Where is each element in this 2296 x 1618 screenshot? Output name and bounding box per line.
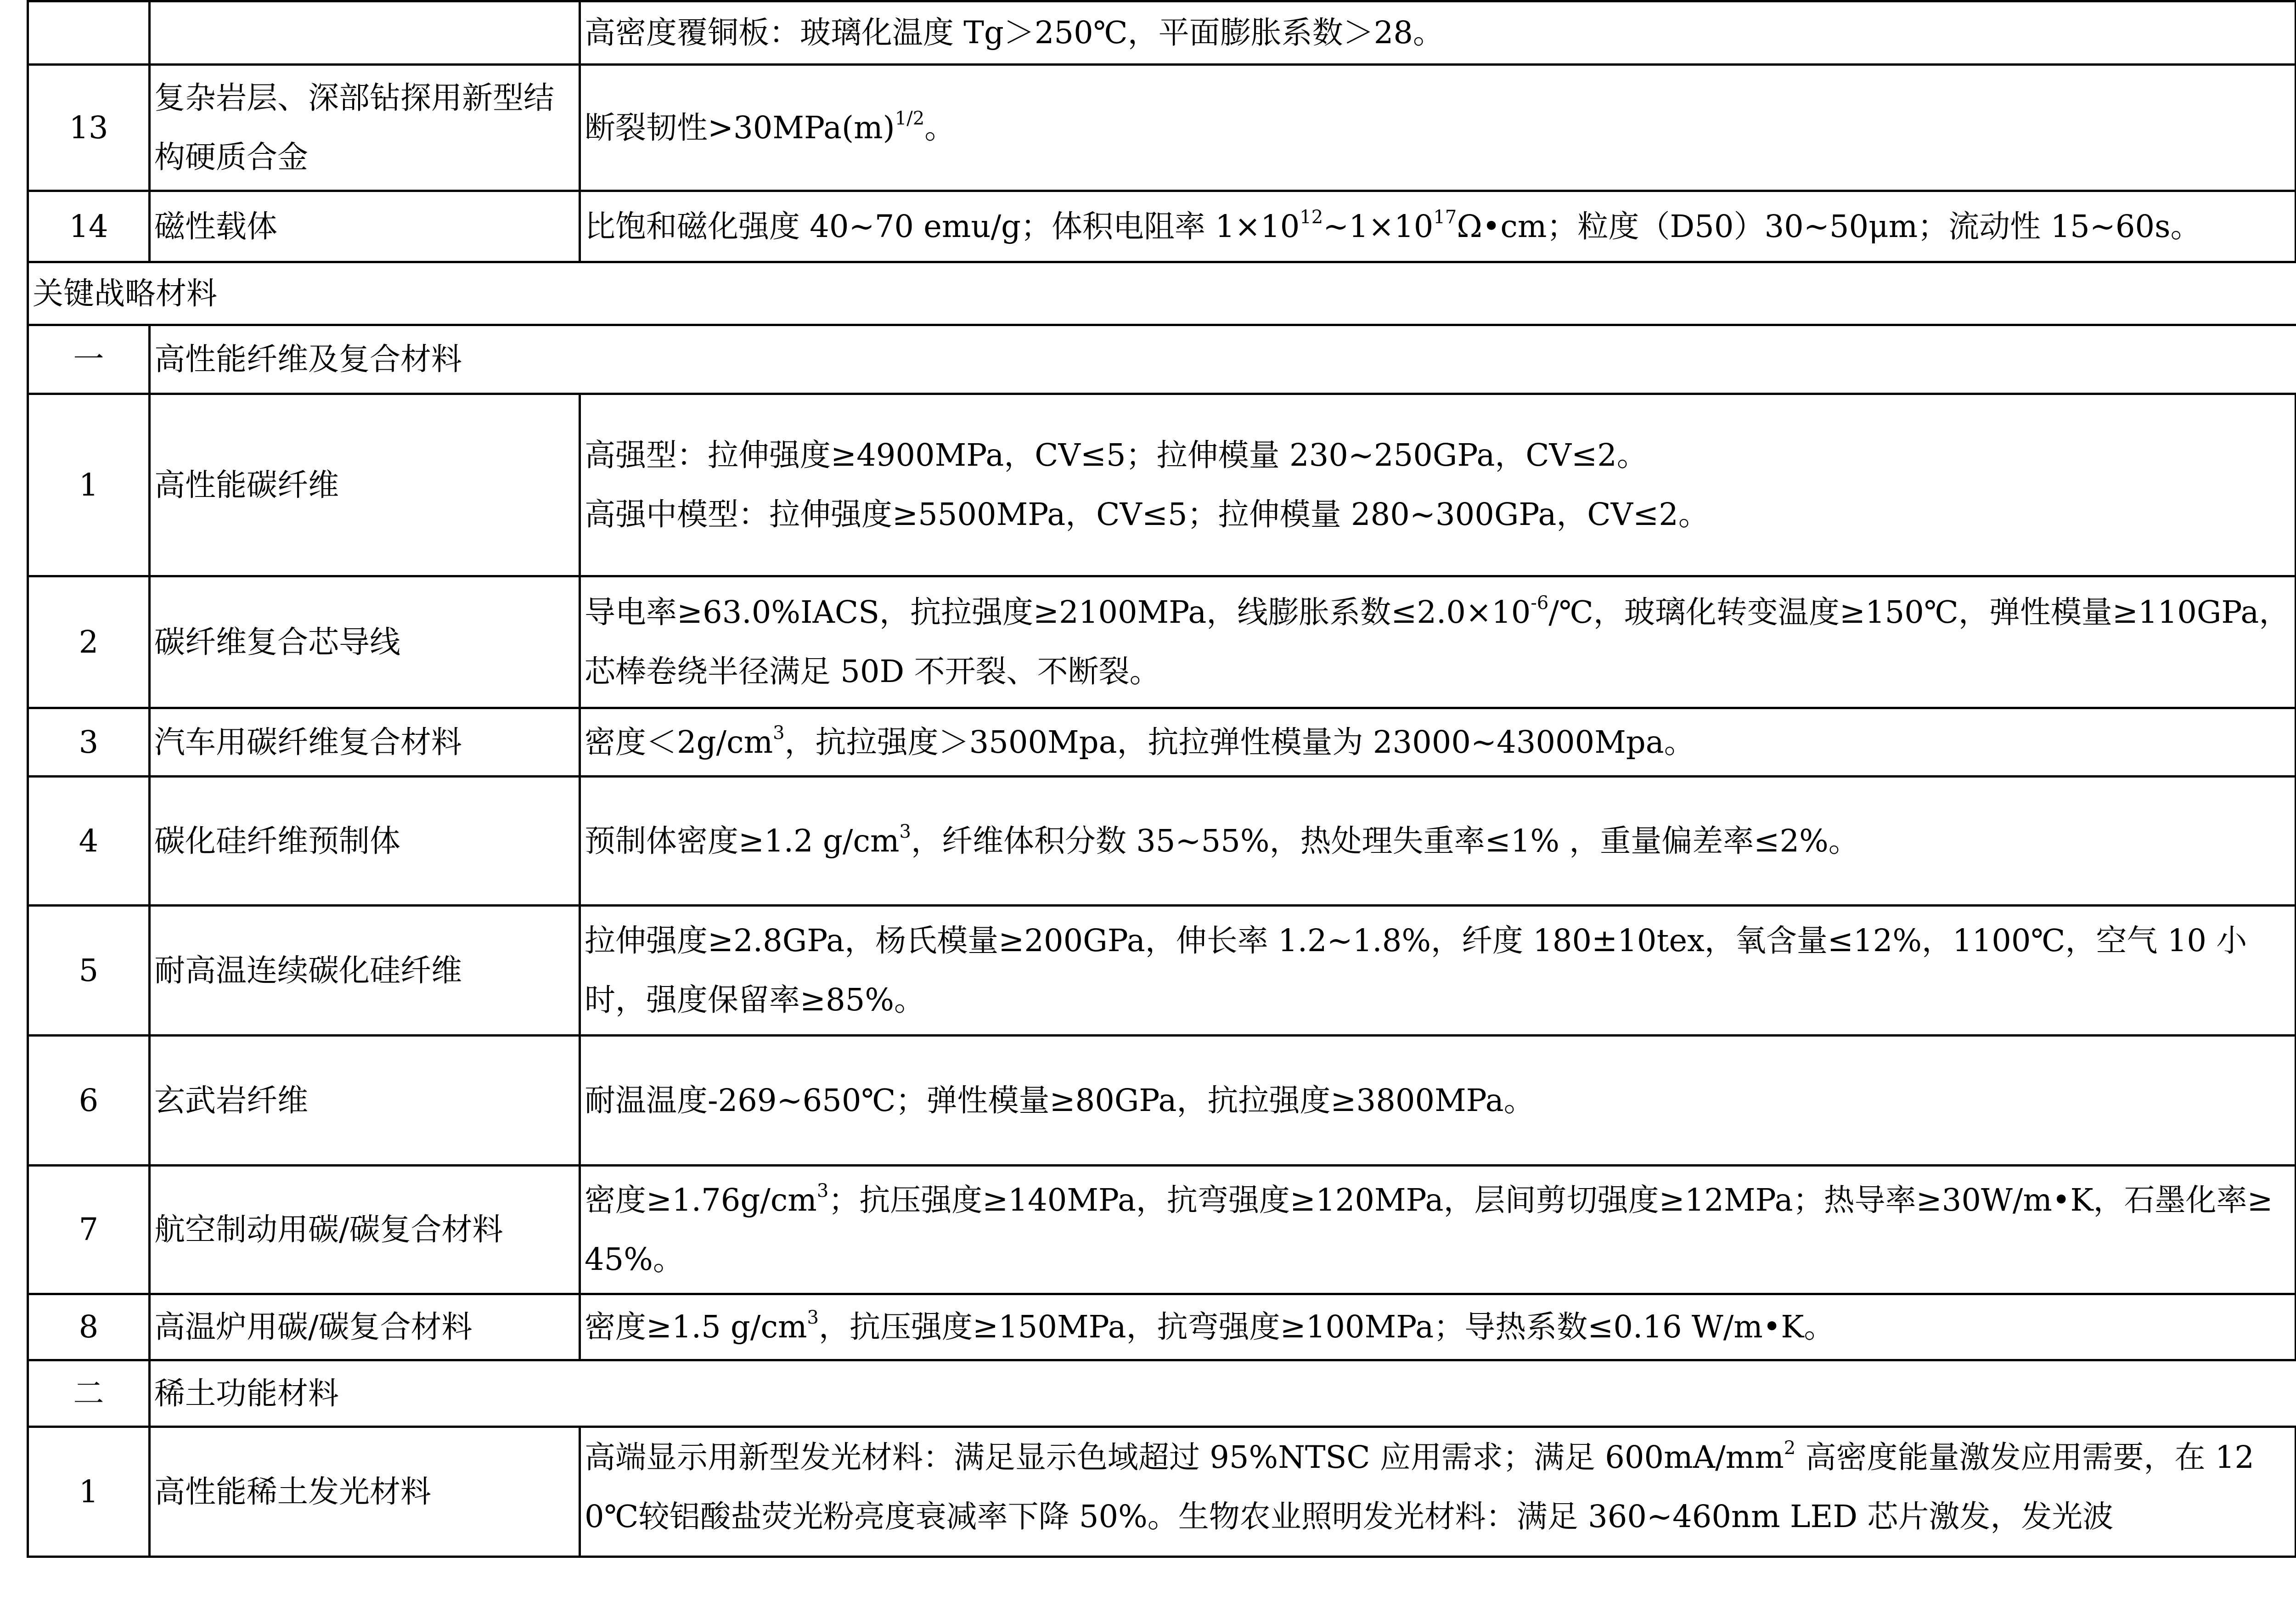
table-row [28, 1294, 2296, 1360]
section-title-cell: 高性能纤维及复合材料 [150, 325, 2296, 394]
superscript: 3 [807, 1307, 819, 1328]
material-name-cell [150, 1, 580, 65]
tech-spec-cell [580, 1, 2296, 65]
tech-spec-text: 高密度覆铜板：玻璃化温度 Tg＞250℃，平面膨胀系数＞28。 [585, 15, 1444, 51]
table-row [28, 65, 2296, 191]
tech-spec-cell [580, 1166, 2296, 1294]
tech-spec-text: 密度≥1.76g/cm [585, 1182, 817, 1218]
tech-spec-text: 高端显示用新型发光材料：满足显示色域超过 95%NTSC 应用需求；满足 600mA/mm [585, 1439, 1784, 1475]
tech-spec-text: 密度＜2g/cm [585, 724, 773, 760]
table-row [28, 1427, 2296, 1557]
row-number-cell: 5 [28, 906, 150, 1036]
row-number-cell: 7 [28, 1166, 150, 1294]
table-row [28, 906, 2296, 1036]
tech-spec-cell: 拉伸强度≥2.8GPa，杨氏模量≥200GPa，伸长率 1.2~1.8%，纤度 180±10tex，氧含量≤12%，1100℃，空气 10 小时，强度保留率≥85%。 [580, 906, 2296, 1036]
row-number-cell: 1 [28, 394, 150, 576]
table-row [28, 1, 2296, 65]
tech-spec-text: ，抗压强度≥150MPa，抗弯强度≥100MPa；导热系数≤0.16 W/m•K。 [818, 1309, 1835, 1345]
category-row [28, 262, 2296, 325]
tech-spec-text: Ω•cm；粒度（D50）30~50μm；流动性 15~60s。 [1457, 208, 2201, 244]
material-name-cell: 高温炉用碳/碳复合材料 [150, 1294, 580, 1360]
table-row [28, 1036, 2296, 1166]
row-number-cell: 6 [28, 1036, 150, 1166]
tech-spec-cell [580, 394, 2296, 576]
table-row [28, 777, 2296, 906]
row-number-cell [28, 1, 150, 65]
row-number-cell: 4 [28, 777, 150, 906]
section-row [28, 325, 2296, 394]
tech-spec-text: /℃，玻璃化转变温度≥150℃，弹性模量≥110GPa，芯棒卷绕半径满足 50D 不开裂、不断裂。 [585, 594, 2290, 689]
tech-spec-text: 预制体密度≥1.2 g/cm [585, 823, 900, 859]
material-name-cell: 汽车用碳纤维复合材料 [150, 708, 580, 777]
tech-spec-text: 导电率≥63.0%IACS，抗拉强度≥2100MPa，线膨胀系数≤2.0×10 [585, 594, 1531, 630]
row-number-cell: 3 [28, 708, 150, 777]
superscript: -6 [1531, 592, 1549, 614]
row-number-cell: 1 [28, 1427, 150, 1557]
material-name-cell: 航空制动用碳/碳复合材料 [150, 1166, 580, 1294]
material-name-cell: 磁性载体 [150, 191, 580, 262]
tech-spec-line: 高强中模型：拉伸强度≥5500MPa，CV≤5；拉伸模量 280~300GPa，CV≤2。 [585, 496, 1709, 532]
material-name-cell: 碳纤维复合芯导线 [150, 576, 580, 708]
tech-spec-cell [580, 191, 2296, 262]
materials-spec-table [27, 0, 2296, 1558]
tech-spec-text: ，纤维体积分数 35~55%，热处理失重率≤1% ，重量偏差率≤2%。 [911, 823, 1859, 859]
tech-spec-cell: 耐温温度-269~650℃；弹性模量≥80GPa，抗拉强度≥3800MPa。 [580, 1036, 2296, 1166]
superscript: 2 [1784, 1438, 1796, 1459]
material-name-cell: 高性能碳纤维 [150, 394, 580, 576]
table-row [28, 576, 2296, 708]
tech-spec-text: 高密度能量激发应用需要，在 120℃较铝酸盐荧光粉亮度衰减率下降 50%。生物农业照明发光材料：满足 360~460nm LED 芯片激发，发光波 [585, 1439, 2255, 1534]
row-number-cell: 14 [28, 191, 150, 262]
tech-spec-line: 高强型：拉伸强度≥4900MPa，CV≤5；拉伸模量 230~250GPa，CV≤2。 [585, 437, 1648, 473]
material-name-cell: 碳化硅纤维预制体 [150, 777, 580, 906]
tech-spec-cell [580, 65, 2296, 191]
section-number-cell: 一 [28, 325, 150, 394]
tech-spec-cell [580, 777, 2296, 906]
superscript: 3 [899, 821, 911, 842]
row-number-cell: 13 [28, 65, 150, 191]
section-title-cell: 稀土功能材料 [150, 1360, 2296, 1427]
section-row [28, 1360, 2296, 1427]
superscript: 17 [1433, 206, 1457, 228]
tech-spec-cell [580, 576, 2296, 708]
superscript: 12 [1300, 206, 1323, 228]
material-name-cell: 复杂岩层、深部钻探用新型结构硬质合金 [150, 65, 580, 191]
tech-spec-cell [580, 708, 2296, 777]
tech-spec-text: ~1×10 [1323, 208, 1434, 244]
superscript: 3 [816, 1180, 829, 1201]
table-row [28, 394, 2296, 576]
tech-spec-text: 比饱和磁化强度 40~70 emu/g；体积电阻率 1×10 [585, 208, 1300, 244]
superscript: 3 [773, 722, 785, 744]
superscript: 1/2 [895, 107, 925, 129]
tech-spec-text: ，抗拉强度＞3500Mpa，抗拉弹性模量为 23000~43000Mpa。 [784, 724, 1695, 760]
row-number-cell: 2 [28, 576, 150, 708]
category-heading: 关键战略材料 [28, 262, 2296, 325]
material-name-cell: 玄武岩纤维 [150, 1036, 580, 1166]
table-row [28, 708, 2296, 777]
row-number-cell: 8 [28, 1294, 150, 1360]
tech-spec-text: 。 [924, 109, 956, 146]
tech-spec-cell [580, 1294, 2296, 1360]
tech-spec-cell [580, 1427, 2296, 1557]
tech-spec-text: ；抗压强度≥140MPa，抗弯强度≥120MPa，层间剪切强度≥12MPa；热导率≥30W/m•K，石墨化率≥45%。 [585, 1182, 2273, 1277]
table-row [28, 191, 2296, 262]
section-number-cell: 二 [28, 1360, 150, 1427]
tech-spec-text: 密度≥1.5 g/cm [585, 1309, 807, 1345]
material-name-cell: 高性能稀土发光材料 [150, 1427, 580, 1557]
material-name-cell: 耐高温连续碳化硅纤维 [150, 906, 580, 1036]
tech-spec-text: 断裂韧性>30MPa(m) [585, 109, 895, 146]
table-row [28, 1166, 2296, 1294]
